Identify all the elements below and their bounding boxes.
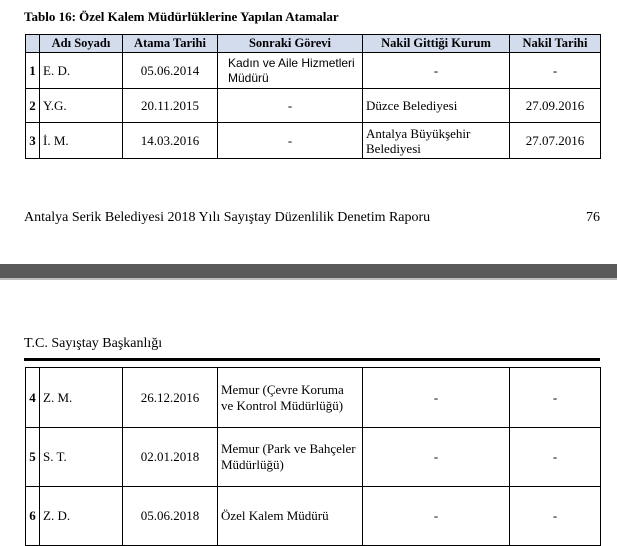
footer-page-number: 76 — [586, 210, 600, 225]
row-next-position: - — [218, 123, 363, 159]
row-transfer-institution: - — [363, 428, 510, 487]
table-row — [26, 487, 601, 546]
table-row — [26, 368, 601, 428]
row-appointment-date: 02.01.2018 — [123, 428, 218, 487]
header-no — [26, 35, 40, 53]
row-transfer-date: 27.07.2016 — [510, 123, 601, 159]
row-transfer-date: 27.09.2016 — [510, 89, 601, 123]
row-number: 4 — [26, 368, 40, 428]
row-appointment-date: 05.06.2018 — [123, 487, 218, 546]
row-transfer-date: - — [510, 428, 601, 487]
row-number: 5 — [26, 428, 40, 487]
page-header: T.C. Sayıştay Başkanlığı — [24, 336, 163, 351]
header-rule — [24, 358, 600, 361]
row-appointment-date: 20.11.2015 — [123, 89, 218, 123]
row-transfer-institution: - — [363, 487, 510, 546]
row-name: Z. M. — [40, 368, 123, 428]
row-number: 6 — [26, 487, 40, 546]
row-name: E. D. — [40, 53, 123, 89]
row-next-position: - — [218, 89, 363, 123]
appointments-table-part2 — [25, 367, 601, 546]
row-next-position: Memur (Park ve Bahçeler Müdürlüğü) — [218, 428, 363, 487]
page-separator-shadow — [0, 278, 617, 280]
row-name: İ. M. — [40, 123, 123, 159]
row-next-position: Özel Kalem Müdürü — [218, 487, 363, 546]
row-transfer-institution: Antalya Büyükşehir Belediyesi — [363, 123, 510, 159]
row-transfer-date: - — [510, 368, 601, 428]
row-transfer-institution: Düzce Belediyesi — [363, 89, 510, 123]
header-next-position: Sonraki Görevi — [218, 35, 363, 53]
header-transfer-date: Nakil Tarihi — [510, 35, 601, 53]
row-transfer-date: - — [510, 53, 601, 89]
row-number: 3 — [26, 123, 40, 159]
row-appointment-date: 14.03.2016 — [123, 123, 218, 159]
table-row — [26, 428, 601, 487]
row-name: Y.G. — [40, 89, 123, 123]
header-transfer-institution: Nakil Gittiği Kurum — [363, 35, 510, 53]
row-appointment-date: 05.06.2014 — [123, 53, 218, 89]
row-name: Z. D. — [40, 487, 123, 546]
row-transfer-institution: - — [363, 368, 510, 428]
table-caption: Tablo 16: Özel Kalem Müdürlüklerine Yapılan Atamalar — [24, 9, 339, 24]
row-number: 1 — [26, 53, 40, 89]
page-footer — [24, 210, 600, 226]
appointments-table-part1 — [25, 34, 601, 159]
row-transfer-institution: - — [363, 53, 510, 89]
page-separator — [0, 264, 617, 278]
row-next-position: Kadın ve Aile Hizmetleri Müdürü — [218, 53, 363, 89]
footer-report-title: Antalya Serik Belediyesi 2018 Yılı Sayıştay Düzenlilik Denetim Raporu — [24, 210, 431, 225]
table-row — [26, 123, 601, 159]
row-number: 2 — [26, 89, 40, 123]
row-transfer-date: - — [510, 487, 601, 546]
table-row — [26, 89, 601, 123]
table-header-row — [26, 35, 601, 53]
header-appointment-date: Atama Tarihi — [123, 35, 218, 53]
row-name: S. T. — [40, 428, 123, 487]
row-next-position: Memur (Çevre Koruma ve Kontrol Müdürlüğü) — [218, 368, 363, 428]
header-name: Adı Soyadı — [40, 35, 123, 53]
row-appointment-date: 26.12.2016 — [123, 368, 218, 428]
table-row — [26, 53, 601, 89]
